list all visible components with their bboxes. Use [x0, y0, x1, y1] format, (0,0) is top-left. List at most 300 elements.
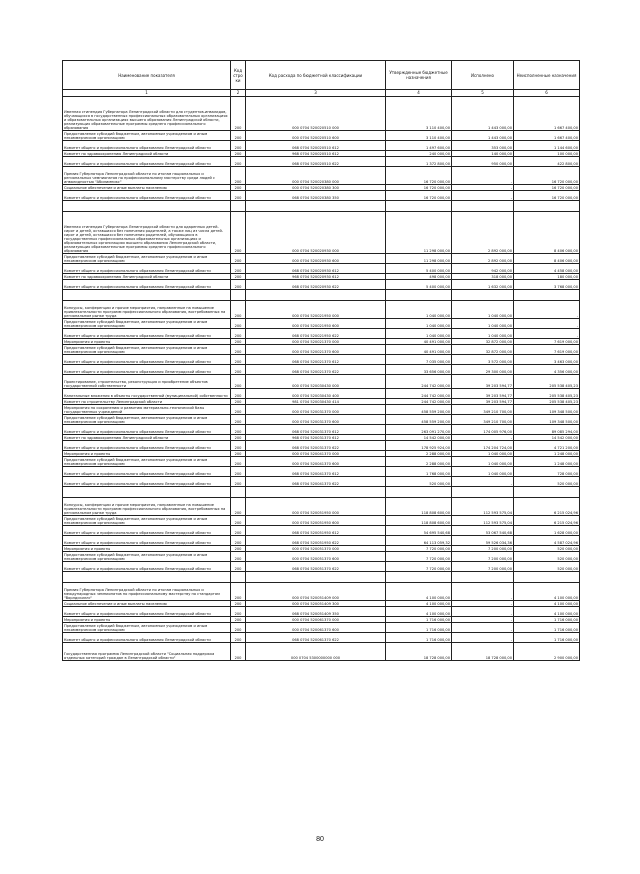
line-code-cell: 200 [231, 526, 246, 536]
column-number: 5 [452, 90, 514, 97]
classification-code-cell: 000 0704 520031370 600 [246, 415, 386, 425]
table-row [63, 365, 580, 375]
table-row [63, 399, 580, 405]
table-row [63, 583, 580, 601]
classification-code-cell: 068 0704 520020510 622 [246, 157, 386, 167]
empty-cell [514, 290, 580, 301]
indicator-name-cell: Комитет общего и профессионального образования Ленинградской области [63, 329, 231, 339]
classification-code-cell: 068 0704 520041370 622 [246, 477, 386, 487]
line-code-cell: 200 [231, 212, 246, 254]
table-row [63, 167, 580, 185]
classification-code-cell: 000 0704 520020930 600 [246, 254, 386, 264]
line-code-cell: 200 [231, 425, 246, 435]
line-code-cell: 200 [231, 562, 246, 572]
approved-amount-cell: 458 559 200,00 [386, 405, 452, 415]
unexecuted-amount-cell: 1 628 000,00 [514, 526, 580, 536]
unexecuted-amount-cell: 205 538 405,23 [514, 375, 580, 389]
unexecuted-amount-cell: 1 248 000,00 [514, 451, 580, 457]
classification-code-cell: 000 0704 520051370 600 [246, 552, 386, 562]
approved-amount-cell: 14 542 000,00 [386, 435, 452, 441]
table-row [63, 441, 580, 451]
classification-code-cell: 068 0704 520051409 350 [246, 607, 386, 617]
approved-amount-cell: 1 040 000,00 [386, 329, 452, 339]
approved-amount-cell: 1 768 000,00 [386, 467, 452, 477]
classification-code-cell: 068 0704 520020510 612 [246, 141, 386, 151]
approved-amount-cell: 178 925 924,00 [386, 441, 452, 451]
unexecuted-amount-cell: 520 000,00 [514, 552, 580, 562]
unexecuted-amount-cell: - [514, 319, 580, 329]
table-row [63, 498, 580, 516]
executed-amount-cell: 53 067 540,68 [452, 526, 514, 536]
classification-code-cell: 000 0704 520030430 000 [246, 375, 386, 389]
executed-amount-cell: 1 040 000,00 [452, 319, 514, 329]
table-row [63, 607, 580, 617]
approved-amount-cell: 4 100 000,00 [386, 583, 452, 601]
approved-amount-cell: 7 720 000,00 [386, 552, 452, 562]
approved-amount-cell: 244 742 000,00 [386, 375, 452, 389]
unexecuted-amount-cell: 1 716 000,00 [514, 617, 580, 623]
unexecuted-amount-cell: 205 538 405,23 [514, 399, 580, 405]
approved-amount-cell: 54 695 540,68 [386, 526, 452, 536]
indicator-name-cell: Предоставление субсидий бюджетным, автономным учреждениям и иным некоммерческим организациям [63, 319, 231, 329]
executed-amount-cell: 112 593 575,04 [452, 498, 514, 516]
executed-amount-cell: 1 040 000,00 [452, 329, 514, 339]
unexecuted-amount-cell: 100 000,00 [514, 151, 580, 157]
classification-code-cell: 068 0704 520041370 612 [246, 467, 386, 477]
executed-amount-cell: - [452, 617, 514, 623]
table-row [63, 97, 580, 131]
approved-amount-cell: 64 113 059,32 [386, 536, 452, 546]
line-code-cell: 200 [231, 389, 246, 399]
approved-amount-cell: 458 559 200,00 [386, 415, 452, 425]
executed-amount-cell: 950 000,00 [452, 157, 514, 167]
indicator-name-cell: Социальное обеспечение и иные выплаты населению [63, 185, 231, 191]
line-code-cell: 200 [231, 498, 246, 516]
executed-amount-cell: 39 203 594,77 [452, 375, 514, 389]
executed-amount-cell: 349 210 700,00 [452, 405, 514, 415]
table-row [63, 212, 580, 254]
unexecuted-amount-cell: 520 000,00 [514, 477, 580, 487]
unexecuted-amount-cell: 16 720 000,00 [514, 191, 580, 201]
executed-amount-cell: - [452, 623, 514, 633]
executed-amount-cell: 29 300 000,00 [452, 365, 514, 375]
unexecuted-amount-cell: 520 000,00 [514, 562, 580, 572]
executed-amount-cell: 7 200 000,00 [452, 546, 514, 552]
executed-amount-cell: 18 728 000,00 [452, 643, 514, 661]
spacer-row [63, 572, 580, 583]
table-row [63, 157, 580, 167]
indicator-name-cell: Комитет общего и профессионального образования Ленинградской области [63, 536, 231, 546]
indicator-name-cell: Комитет общего и профессионального образования Ленинградской области [63, 280, 231, 290]
line-code-cell: 200 [231, 375, 246, 389]
approved-amount-cell: 118 808 600,00 [386, 516, 452, 526]
indicator-name-cell: Комитет общего и профессионального образования Ленинградской области [63, 264, 231, 274]
indicator-name-cell: Именная стипендия Губернатора Ленинградской области для студентов-инвалидов, обучающихся в государственных профессиональных образовательных организациях и образовательных организациях высшего образования Ленинградской области, реализующих образовательные программы среднего профессионального образования [63, 97, 231, 131]
indicator-name-cell: Предоставление субсидий бюджетным, автономным учреждениям и иным некоммерческим организациям [63, 552, 231, 562]
table-row [63, 141, 580, 151]
unexecuted-amount-cell: 8 406 000,00 [514, 212, 580, 254]
executed-amount-cell: 7 200 000,00 [452, 562, 514, 572]
unexecuted-amount-cell: 4 356 000,00 [514, 365, 580, 375]
classification-code-cell: 000 0704 520020510 600 [246, 131, 386, 141]
approved-amount-cell: 16 720 000,00 [386, 185, 452, 191]
executed-amount-cell: 7 200 000,00 [452, 552, 514, 562]
indicator-name-cell: Премия Губернатора Ленинградской области по итогам национальных и региональных чемпионатов по профессиональному мастерству среди людей с инвалидностью "Абилимпикс" [63, 167, 231, 185]
table-row [63, 623, 580, 633]
table-row [63, 552, 580, 562]
empty-cell [246, 487, 386, 498]
classification-code-cell: 000 0704 520051409 300 [246, 601, 386, 607]
line-code-cell: 200 [231, 185, 246, 191]
unexecuted-amount-cell: 1 716 000,00 [514, 633, 580, 643]
line-code-cell: 200 [231, 365, 246, 375]
classification-code-cell: 000 0704 520041370 000 [246, 451, 386, 457]
table-row [63, 191, 580, 201]
header-line-code: Код стро ки [231, 61, 246, 90]
executed-amount-cell: 2 892 000,00 [452, 212, 514, 254]
classification-code-cell: 000 0704 520031370 000 [246, 405, 386, 415]
indicator-name-cell: Комитет общего и профессионального образования Ленинградской области [63, 157, 231, 167]
classification-code-cell: 000 0704 5300000000 000 [246, 643, 386, 661]
classification-code-cell: 968 0704 520020930 612 [246, 274, 386, 280]
table-row [63, 633, 580, 643]
line-code-cell: 200 [231, 623, 246, 633]
classification-code-cell: 068 0704 520051370 622 [246, 562, 386, 572]
table-row [63, 151, 580, 157]
line-code-cell: 200 [231, 167, 246, 185]
executed-amount-cell: 174 005 976,00 [452, 425, 514, 435]
approved-amount-cell: 244 742 000,00 [386, 399, 452, 405]
indicator-name-cell: Комитет общего и профессионального образования Ленинградской области [63, 477, 231, 487]
unexecuted-amount-cell: - [514, 329, 580, 339]
indicator-name-cell: Комитет общего и профессионального образования Ленинградской области [63, 365, 231, 375]
unexecuted-amount-cell: 1 248 000,00 [514, 457, 580, 467]
indicator-name-cell: Комитет общего и профессионального образования Ленинградской области [63, 633, 231, 643]
line-code-cell: 200 [231, 399, 246, 405]
table-row [63, 319, 580, 329]
executed-amount-cell: 39 203 594,77 [452, 389, 514, 399]
empty-cell [231, 487, 246, 498]
indicator-name-cell: Комитет по здравоохранению Ленинградской области [63, 435, 231, 441]
table-row [63, 477, 580, 487]
approved-amount-cell: 1 372 800,00 [386, 157, 452, 167]
header-budget-classification-code: Код расхода по бюджетной классификации [246, 61, 386, 90]
table-row [63, 329, 580, 339]
approved-amount-cell: 16 720 000,00 [386, 191, 452, 201]
empty-cell [246, 201, 386, 212]
column-number: 3 [246, 90, 386, 97]
executed-amount-cell: 1 040 000,00 [452, 451, 514, 457]
approved-amount-cell: 2 288 000,00 [386, 451, 452, 457]
unexecuted-amount-cell: 1 144 600,00 [514, 141, 580, 151]
column-number: 4 [386, 90, 452, 97]
line-code-cell: 200 [231, 467, 246, 477]
classification-code-cell: 068 0704 520031370 612 [246, 425, 386, 435]
line-code-cell: 200 [231, 516, 246, 526]
approved-amount-cell: 240 000,00 [386, 151, 452, 157]
unexecuted-amount-cell: 4 100 000,00 [514, 607, 580, 617]
executed-amount-cell: 349 210 700,00 [452, 415, 514, 425]
empty-cell [452, 201, 514, 212]
approved-amount-cell: 1 716 000,00 [386, 623, 452, 633]
approved-amount-cell: 7 720 000,00 [386, 562, 452, 572]
indicator-name-cell: Мероприятия по сохранению и развитию материально-технической базы государственных учреждений [63, 405, 231, 415]
classification-code-cell: 000 0704 520021950 000 [246, 301, 386, 319]
indicator-name-cell: Премия Губернатора Ленинградской области по итогам национальных и международных чемпионатов по профессиональному мастерству по стандартам "Ворлдскиллс" [63, 583, 231, 601]
executed-amount-cell: 353 000,00 [452, 141, 514, 151]
indicator-name-cell: Предоставление субсидий бюджетным, автономным учреждениям и иным некоммерческим организациям [63, 415, 231, 425]
approved-amount-cell: 1 040 000,00 [386, 319, 452, 329]
indicator-name-cell: Комитет общего и профессионального образования Ленинградской области [63, 425, 231, 435]
executed-amount-cell: 140 000,00 [452, 151, 514, 157]
table-row [63, 280, 580, 290]
approved-amount-cell: 4 100 000,00 [386, 607, 452, 617]
executed-amount-cell: 32 872 000,00 [452, 339, 514, 345]
line-code-cell: 200 [231, 415, 246, 425]
unexecuted-amount-cell: 8 406 000,00 [514, 254, 580, 264]
classification-code-cell: 068 0704 520020930 622 [246, 280, 386, 290]
unexecuted-amount-cell: 180 000,00 [514, 274, 580, 280]
executed-amount-cell: - [452, 607, 514, 617]
table-row [63, 457, 580, 467]
line-code-cell: 200 [231, 329, 246, 339]
line-code-cell: 200 [231, 552, 246, 562]
unexecuted-amount-cell: 728 000,00 [514, 467, 580, 477]
classification-code-cell: 068 0704 520051950 622 [246, 536, 386, 546]
executed-amount-cell: 1 443 000,00 [452, 97, 514, 131]
executed-amount-cell: 318 000,00 [452, 274, 514, 280]
executed-amount-cell: 39 203 594,77 [452, 399, 514, 405]
table-row [63, 131, 580, 141]
empty-cell [452, 487, 514, 498]
empty-cell [231, 572, 246, 583]
empty-cell [452, 572, 514, 583]
line-code-cell: 200 [231, 457, 246, 467]
line-code-cell: 200 [231, 319, 246, 329]
classification-code-cell: 000 0704 520021370 000 [246, 339, 386, 345]
indicator-name-cell: Комитет общего и профессионального образования Ленинградской области [63, 191, 231, 201]
approved-amount-cell: 118 808 600,00 [386, 498, 452, 516]
approved-amount-cell: 33 656 000,00 [386, 365, 452, 375]
approved-amount-cell: 1 040 000,00 [386, 301, 452, 319]
unexecuted-amount-cell: 7 619 000,00 [514, 345, 580, 355]
unexecuted-amount-cell: 109 348 500,00 [514, 415, 580, 425]
empty-cell [386, 290, 452, 301]
line-code-cell: 200 [231, 254, 246, 264]
classification-code-cell: 068 0704 520020380 350 [246, 191, 386, 201]
empty-cell [386, 572, 452, 583]
classification-code-cell: 000 0704 520021950 600 [246, 319, 386, 329]
executed-amount-cell: 112 593 575,04 [452, 516, 514, 526]
approved-amount-cell: 40 491 000,00 [386, 345, 452, 355]
classification-code-cell: 000 0704 520051950 600 [246, 516, 386, 526]
classification-code-cell: 068 0704 520031370 622 [246, 441, 386, 451]
line-code-cell: 200 [231, 607, 246, 617]
unexecuted-amount-cell: 3 463 000,00 [514, 355, 580, 365]
budget-execution-table [62, 60, 580, 661]
line-code-cell: 200 [231, 280, 246, 290]
executed-amount-cell: 2 892 000,00 [452, 254, 514, 264]
indicator-name-cell: Именная стипендия Губернатора Ленинградской области для одаренных детей-сирот и детей, оставшихся без попечения родителей, а также лиц из числа детей-сирот и детей, оставшихся без попечения родителей, обучающихся в государственных профессиональных образовательных организациях и образовательных организациях высшего образования Ленинградской области, реализующих образовательные программы среднего профессионального образования [63, 212, 231, 254]
approved-amount-cell: 11 298 000,00 [386, 212, 452, 254]
empty-cell [63, 201, 231, 212]
classification-code-cell: 000 0704 520020510 000 [246, 97, 386, 131]
executed-amount-cell: - [452, 601, 514, 607]
executed-amount-cell: 942 000,00 [452, 264, 514, 274]
indicator-name-cell: Комитет по здравоохранению Ленинградской области [63, 151, 231, 157]
empty-cell [452, 290, 514, 301]
indicator-name-cell: Комитет общего и профессионального образования Ленинградской области [63, 355, 231, 365]
classification-code-cell: 068 0704 520051950 612 [246, 526, 386, 536]
classification-code-cell: 068 0704 520061370 622 [246, 633, 386, 643]
approved-amount-cell: 3 110 400,00 [386, 97, 452, 131]
indicator-name-cell: Конкурсы, конференции и прочие мероприятия, направленные на повышение привлекательности программ профессионального образования, востребованных на региональном рынке труда [63, 498, 231, 516]
line-code-cell: 200 [231, 264, 246, 274]
unexecuted-amount-cell: 4 458 000,00 [514, 264, 580, 274]
indicator-name-cell: Капитальные вложения в объекты государственной (муниципальной) собственности [63, 389, 231, 399]
table-row [63, 467, 580, 477]
line-code-cell: 200 [231, 131, 246, 141]
table-row [63, 415, 580, 425]
approved-amount-cell: 3 110 400,00 [386, 131, 452, 141]
indicator-name-cell: Комитет по здравоохранению Ленинградской области [63, 274, 231, 280]
table-row [63, 643, 580, 661]
line-code-cell: 200 [231, 141, 246, 151]
approved-amount-cell: 16 720 000,00 [386, 167, 452, 185]
unexecuted-amount-cell: 6 215 024,96 [514, 516, 580, 526]
empty-cell [63, 487, 231, 498]
approved-amount-cell: 1 497 600,00 [386, 141, 452, 151]
empty-cell [386, 487, 452, 498]
executed-amount-cell: 32 872 000,00 [452, 345, 514, 355]
classification-code-cell: 000 0704 520061370 600 [246, 623, 386, 633]
empty-cell [514, 487, 580, 498]
unexecuted-amount-cell: 3 768 000,00 [514, 280, 580, 290]
classification-code-cell: 000 0704 520021370 600 [246, 345, 386, 355]
classification-code-cell: 000 0704 520020380 000 [246, 167, 386, 185]
line-code-cell: 200 [231, 617, 246, 623]
empty-cell [231, 290, 246, 301]
executed-amount-cell: - [452, 583, 514, 601]
table-row [63, 405, 580, 415]
classification-code-cell: 981 0704 520030430 414 [246, 399, 386, 405]
table-row [63, 425, 580, 435]
approved-amount-cell: 520 000,00 [386, 477, 452, 487]
classification-code-cell: 000 0704 520051409 000 [246, 583, 386, 601]
indicator-name-cell: Комитет общего и профессионального образования Ленинградской области [63, 526, 231, 536]
executed-amount-cell: - [452, 185, 514, 191]
unexecuted-amount-cell: 4 100 000,00 [514, 583, 580, 601]
executed-amount-cell: 1 040 000,00 [452, 457, 514, 467]
spacer-row [63, 201, 580, 212]
empty-cell [386, 201, 452, 212]
spacer-row [63, 487, 580, 498]
indicator-name-cell: Проектирование, строительство, реконструкция и приобретение объектов государственной собственности [63, 375, 231, 389]
table-row [63, 389, 580, 399]
indicator-name-cell: Мероприятия и проекты [63, 451, 231, 457]
column-number: 2 [231, 90, 246, 97]
empty-cell [514, 201, 580, 212]
approved-amount-cell: 1 716 000,00 [386, 617, 452, 623]
indicator-name-cell: Комитет общего и профессионального образования Ленинградской области [63, 141, 231, 151]
classification-code-cell: 000 0704 520030430 400 [246, 389, 386, 399]
approved-amount-cell: 263 091 270,00 [386, 425, 452, 435]
line-code-cell: 200 [231, 405, 246, 415]
empty-cell [246, 290, 386, 301]
indicator-name-cell: Социальное обеспечение и иные выплаты населению [63, 601, 231, 607]
table-row [63, 516, 580, 526]
classification-code-cell: 068 0704 520020930 612 [246, 264, 386, 274]
unexecuted-amount-cell: 1 667 400,00 [514, 131, 580, 141]
header-unexecuted-allocations: Неисполненные назначения [514, 61, 580, 90]
empty-cell [63, 572, 231, 583]
indicator-name-cell: Комитет общего и профессионального образования Ленинградской области [63, 441, 231, 451]
executed-amount-cell: 1 632 000,00 [452, 280, 514, 290]
classification-code-cell: 968 0704 520020510 612 [246, 151, 386, 157]
indicator-name-cell: Мероприятия и проекты [63, 339, 231, 345]
table-row [63, 254, 580, 264]
approved-amount-cell: 40 491 000,00 [386, 339, 452, 345]
indicator-name-cell: Комитет общего и профессионального образования Ленинградской области [63, 562, 231, 572]
approved-amount-cell: 11 298 000,00 [386, 254, 452, 264]
executed-amount-cell: 174 204 724,00 [452, 441, 514, 451]
classification-code-cell: 068 0704 520021370 622 [246, 365, 386, 375]
approved-amount-cell: 498 000,00 [386, 274, 452, 280]
column-number-row [63, 90, 580, 97]
approved-amount-cell: 18 728 000,00 [386, 643, 452, 661]
empty-cell [231, 201, 246, 212]
unexecuted-amount-cell: 89 085 294,00 [514, 425, 580, 435]
header-indicator-name: Наименование показателя [63, 61, 231, 90]
line-code-cell: 200 [231, 546, 246, 552]
indicator-name-cell: Предоставление субсидий бюджетным, автономным учреждениям и иным некоммерческим организациям [63, 131, 231, 141]
indicator-name-cell: Предоставление субсидий бюджетным, автономным учреждениям и иным некоммерческим организациям [63, 345, 231, 355]
page-number: 80 [316, 836, 324, 843]
line-code-cell: 200 [231, 301, 246, 319]
line-code-cell: 200 [231, 441, 246, 451]
unexecuted-amount-cell: 4 721 200,00 [514, 441, 580, 451]
executed-amount-cell: 59 526 034,36 [452, 536, 514, 546]
indicator-name-cell: Мероприятия и проекты [63, 546, 231, 552]
indicator-name-cell: Предоставление субсидий бюджетным, автономным учреждениям и иным некоммерческим организациям [63, 254, 231, 264]
indicator-name-cell: Комитет общего и профессионального образования Ленинградской области [63, 607, 231, 617]
indicator-name-cell: Конкурсы, конференции и прочие мероприятия, направленные на повышение привлекательности программ профессионального образования, востребованных на региональном рынке труда [63, 301, 231, 319]
spacer-row [63, 290, 580, 301]
indicator-name-cell: Комитет по строительству Ленинградской области [63, 399, 231, 405]
approved-amount-cell: 5 400 000,00 [386, 280, 452, 290]
unexecuted-amount-cell: 2 900 000,00 [514, 643, 580, 661]
classification-code-cell: 000 0704 520051950 000 [246, 498, 386, 516]
executed-amount-cell: 1 040 000,00 [452, 467, 514, 477]
line-code-cell: 200 [231, 633, 246, 643]
line-code-cell: 200 [231, 345, 246, 355]
table-row [63, 536, 580, 546]
unexecuted-amount-cell: - [514, 301, 580, 319]
column-number: 1 [63, 90, 231, 97]
line-code-cell: 200 [231, 339, 246, 345]
empty-cell [63, 290, 231, 301]
executed-amount-cell: 1 040 000,00 [452, 301, 514, 319]
unexecuted-amount-cell: 109 348 500,00 [514, 405, 580, 415]
executed-amount-cell: - [452, 435, 514, 441]
line-code-cell: 200 [231, 355, 246, 365]
line-code-cell: 200 [231, 435, 246, 441]
line-code-cell: 200 [231, 151, 246, 157]
classification-code-cell: 968 0704 520031370 612 [246, 435, 386, 441]
classification-code-cell: 068 0704 520021950 622 [246, 329, 386, 339]
approved-amount-cell: 4 100 000,00 [386, 601, 452, 607]
executed-amount-cell: 1 443 000,00 [452, 131, 514, 141]
